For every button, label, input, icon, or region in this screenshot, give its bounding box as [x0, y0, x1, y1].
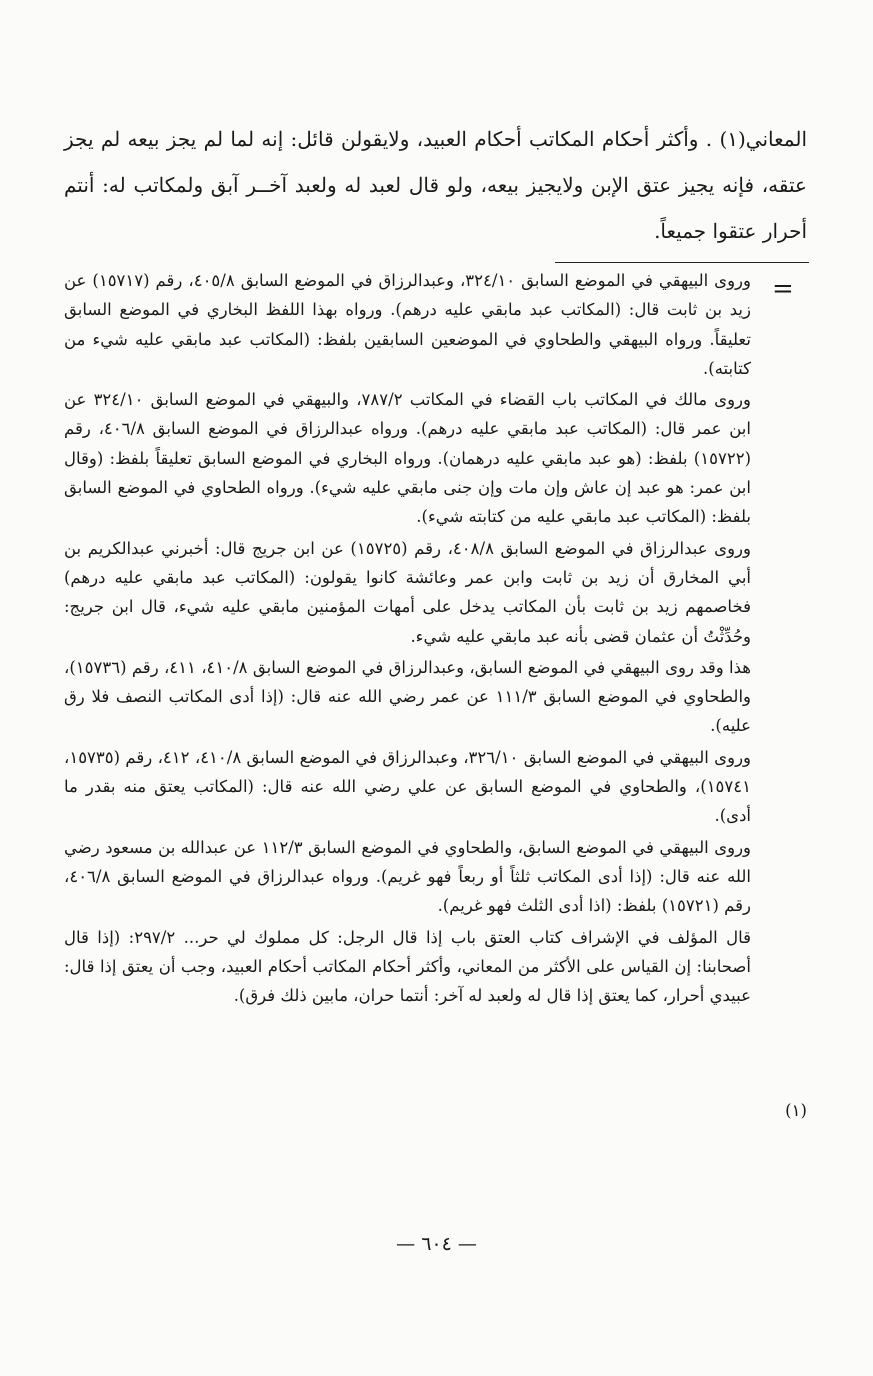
note-paragraph: وروى البيهقي في الموضع السابق ٣٢٤/١٠، وعبدالرزاق في الموضع السابق ٤٠٥/٨، رقم (١٥٧١٧) عن زيد بن ثابت قال: (المكاتب عبد مابقي عليه درهم). ورواه بهذا اللفظ البخاري في الموضع السابق تعليقاً. ورواه البيهقي والطحاوي في الموضعين السابقين بلفظ: (المكاتب عبد مابقي عليه شيء من كتابته).: [64, 271, 751, 378]
footnote-separator: [555, 262, 809, 263]
note-paragraph: وروى عبدالرزاق في الموضع السابق ٤٠٨/٨، رقم (١٥٧٢٥) عن ابن جريج قال: أخبرني عبدالكريم بن أبي المخارق أن زيد بن ثابت وابن عمر وعائشة كانوا يقولون: (المكاتب عبد مابقي عليه درهم) فخاصمهم زيد بن ثابت بأن المكاتب يدخل على أمهات المؤمنين مابقي عليه شيء، قال ابن جريج: وحُدِّثْتُ أن عثمان قضى بأنه عبد مابقي عليه شيء.: [64, 538, 751, 646]
note-paragraph: وروى البيهقي في الموضع السابق ٣٢٦/١٠، وعبدالرزاق في الموضع السابق ٤١٠/٨، ٤١٢، رقم (١٥٧٣٥، ١٥٧٤١)، والطحاوي في الموضع السابق عن علي رضي الله عنه قال: (المكاتب يعتق منه بقدر ما أدى).: [64, 747, 752, 826]
note-paragraph: وروى مالك في المكاتب باب القضاء في المكاتب ٧٨٧/٢، والبيهقي في الموضع السابق ٣٢٤/١٠ عن ابن عمر قال: (المكاتب عبد مابقي عليه درهم). ورواه عبدالرزاق في الموضع السابق ٤٠٦/٨، رقم (١٥٧٢٢) بلفظ: (هو عبد مابقي عليه درهمان). ورواه البخاري في الموضع السابق تعليقاً بلفظ: (وقال ابن عمر: هو عبد إن عاش وإن مات وإن جنى مابقي عليه شيء). ورواه الطحاوي في الموضع السابق بلفظ: (المكاتب عبد مابقي عليه من كتابته شيء).: [64, 390, 751, 527]
main-paragraph: المعاني(١) . وأكثر أحكام المكاتب أحكام العبيد، ولايقولن قائل: إنه لما لم يجز بيعه لم يجز عتقه، فإنه يجيز عتق الإبن ولايجيز بيعه، ولو قال لعبد له ولعبد آخــر آبق ولمكاتب له: أنتم أحرار عتقوا جميعاً.: [64, 127, 807, 243]
note-paragraph: وروى البيهقي في الموضع السابق، والطحاوي في الموضع السابق ١١٢/٣ عن عبدالله بن مسعود رضي الله عنه قال: (إذا أدى المكاتب ثلثاً أو ربعاً فهو غريم). ورواه عبدالرزاق في الموضع السابق ٤٠٦/٨، رقم (١٥٧٢١) بلفظ: (اذا أدى الثلث فهو غريم).: [64, 837, 752, 916]
footnotes-block: [64, 266, 751, 1012]
footnote-number: (١): [785, 1101, 807, 1120]
continuation-mark: =: [772, 274, 794, 304]
page-number: — ٦٠٤ —: [396, 1233, 477, 1255]
main-text-block: [64, 116, 807, 254]
note-paragraph: هذا وقد روى البيهقي في الموضع السابق، وعبدالرزاق في الموضع السابق ٤١٠/٨، ٤١١، رقم (١٥٧٣٦)، والطحاوي في الموضع السابق ١١١/٣ عن عمر رضي الله عنه قال: (إذا أدى المكاتب النصف فلا رق عليه).: [64, 657, 751, 736]
footnote-text: قال المؤلف في الإشراف كتاب العتق باب إذا قال الرجل: كل مملوك لي حر... ٢٩٧/٢: (إذا قال أصحابنا: إن القياس على الأكثر من المعاني، وأكثر أحكام المكاتب أحكام العبيد، وجب أن يعتق إذا قال: عبيدي أحرار، كما يعتق إذا قال له ولعبد له آخر: أنتما حران، مابين ذلك فرق).: [64, 927, 752, 1006]
